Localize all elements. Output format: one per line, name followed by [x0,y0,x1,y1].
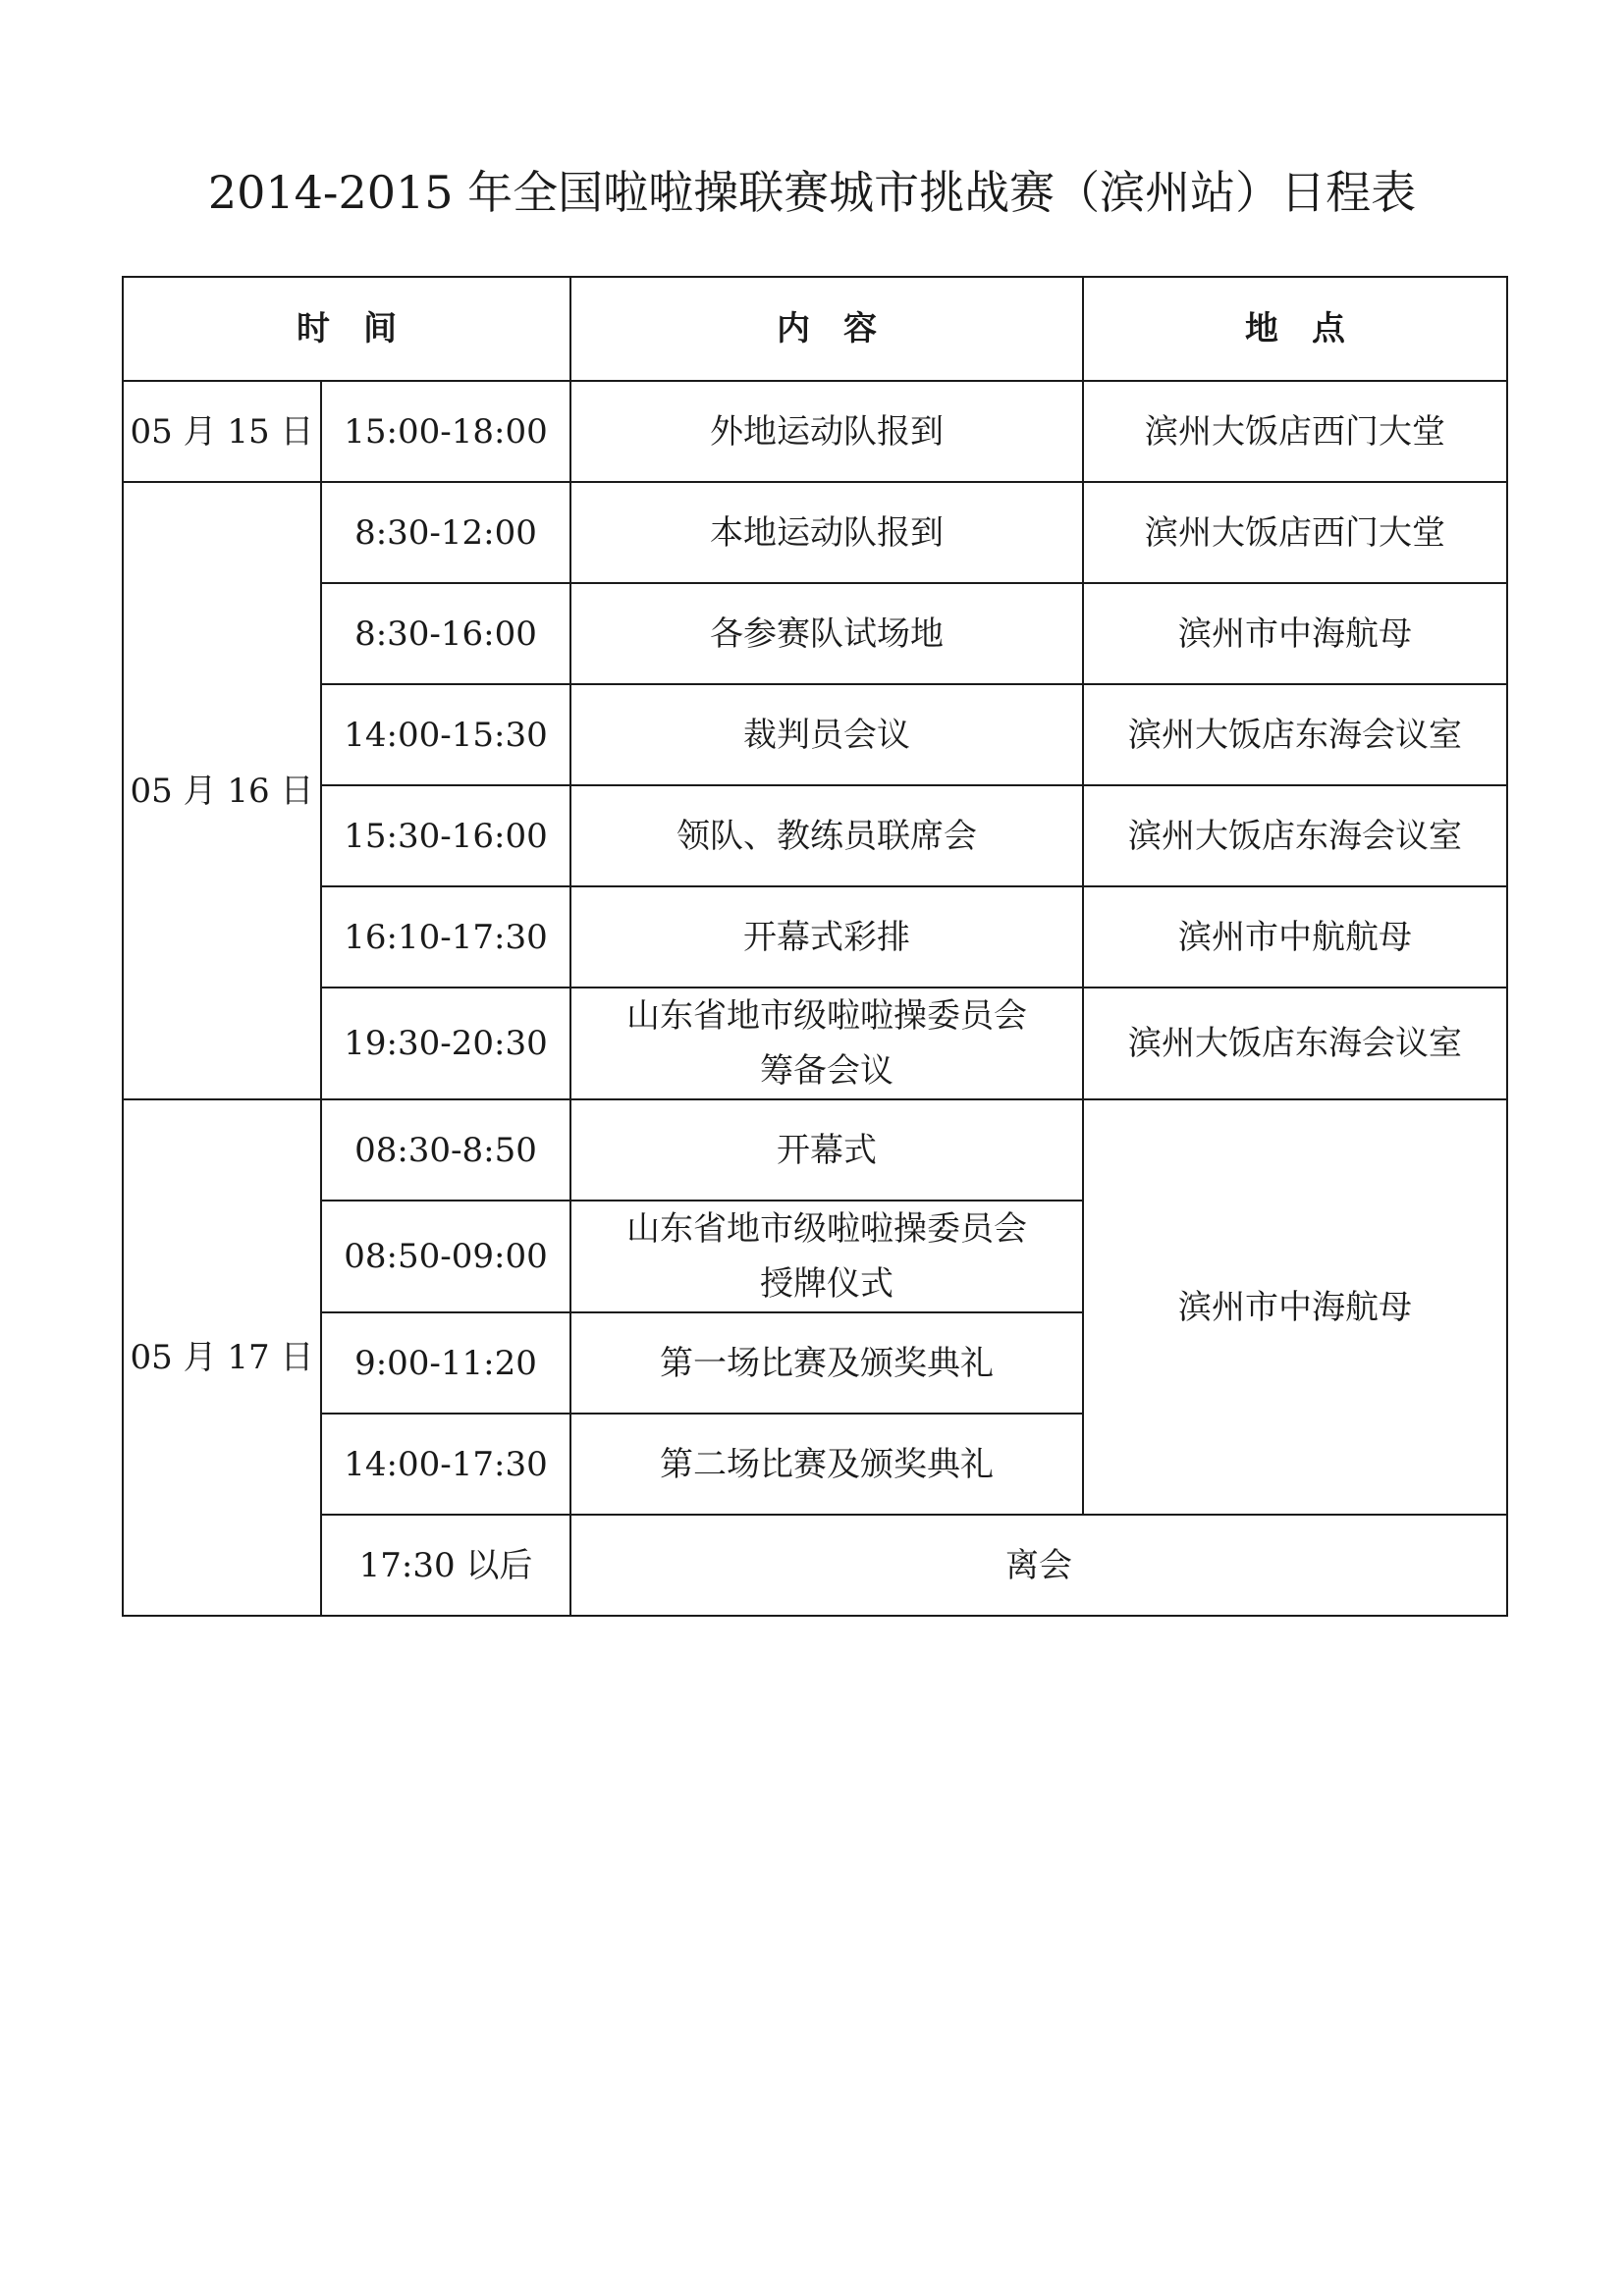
table-row [123,482,1507,583]
time-cell: 9:00-11:20 [321,1312,570,1414]
time-cell: 08:50-09:00 [321,1201,570,1312]
place-cell: 滨州大饭店东海会议室 [1083,988,1507,1099]
content-cell: 裁判员会议 [570,684,1083,785]
time-cell: 19:30-20:30 [321,988,570,1099]
date-cell: 05 月 16 日 [123,482,321,1099]
content-cell: 第二场比赛及颁奖典礼 [570,1414,1083,1515]
time-cell: 15:30-16:00 [321,785,570,886]
table-row [123,583,1507,684]
time-cell: 14:00-15:30 [321,684,570,785]
content-line: 山东省地市级啦啦操委员会 [626,996,1027,1036]
place-cell: 滨州大饭店东海会议室 [1083,785,1507,886]
header-time: 时 间 [123,277,570,381]
page-title: 2014-2015 年全国啦啦操联赛城市挑战赛（滨州站）日程表 [207,166,1417,219]
content-cell: 外地运动队报到 [570,381,1083,482]
date-cell: 05 月 17 日 [123,1099,321,1616]
header-place: 地 点 [1083,277,1507,381]
content-line: 筹备会议 [760,1051,893,1091]
content-cell: 开幕式彩排 [570,886,1083,988]
place-cell: 滨州大饭店东海会议室 [1083,684,1507,785]
content-cell [570,1201,1083,1312]
table-row [123,381,1507,482]
time-cell: 17:30 以后 [321,1515,570,1616]
content-cell: 本地运动队报到 [570,482,1083,583]
content-line: 山东省地市级啦啦操委员会 [626,1209,1027,1249]
table-row [123,1515,1507,1616]
time-cell: 15:00-18:00 [321,381,570,482]
place-cell: 滨州市中海航母 [1083,1099,1507,1515]
schedule-table [122,276,1508,1617]
table-row [123,1099,1507,1201]
table-row [123,988,1507,1099]
date-cell: 05 月 15 日 [123,381,321,482]
content-cell: 开幕式 [570,1099,1083,1201]
time-cell: 8:30-12:00 [321,482,570,583]
time-cell: 16:10-17:30 [321,886,570,988]
table-row [123,886,1507,988]
time-cell: 08:30-8:50 [321,1099,570,1201]
content-line: 授牌仪式 [760,1264,893,1304]
content-cell: 第一场比赛及颁奖典礼 [570,1312,1083,1414]
content-cell: 领队、教练员联席会 [570,785,1083,886]
place-cell: 滨州市中海航母 [1083,583,1507,684]
time-cell: 14:00-17:30 [321,1414,570,1515]
content-cell: 离会 [570,1515,1507,1616]
table-row [123,785,1507,886]
header-content: 内 容 [570,277,1083,381]
content-cell: 各参赛队试场地 [570,583,1083,684]
content-cell [570,988,1083,1099]
header-row [123,277,1507,381]
table-row [123,684,1507,785]
place-cell: 滨州大饭店西门大堂 [1083,482,1507,583]
place-cell: 滨州市中航航母 [1083,886,1507,988]
place-cell: 滨州大饭店西门大堂 [1083,381,1507,482]
time-cell: 8:30-16:00 [321,583,570,684]
